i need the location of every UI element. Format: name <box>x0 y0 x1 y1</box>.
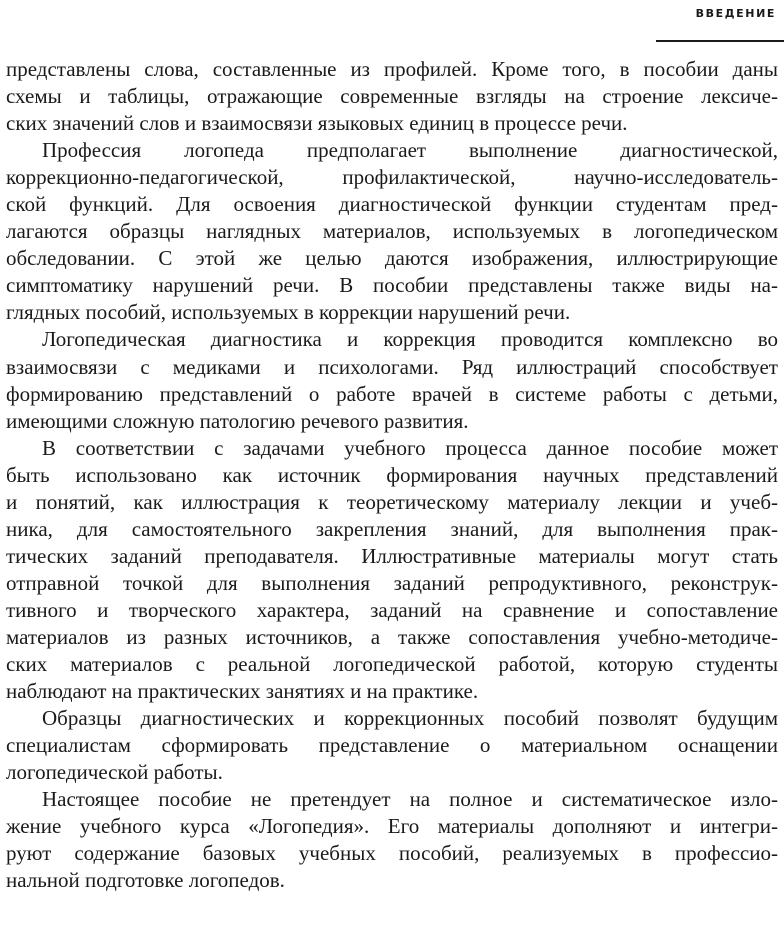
running-head: ВВЕДЕНИЕ <box>695 7 776 20</box>
text-line: наблюдают на практических занятиях и на практике. <box>6 679 479 704</box>
text-line: и понятий, как иллюстрация к теоретическому материалу лекции и учеб- <box>6 489 778 514</box>
text-line: материалов из разных источников, а также сопоставления учебно-методиче- <box>6 624 778 649</box>
text-line: лагаются образцы наглядных материалов, используемых в логопедическом <box>6 219 778 244</box>
text-line: Образцы диагностических и коррекционных пособий позволят будущим <box>42 706 778 731</box>
text-line: имеющими сложную патологию речевого развития. <box>6 408 469 433</box>
text-line: Логопедическая диагностика и коррекция проводится комплексно во <box>42 327 778 352</box>
text-line: тических заданий преподавателя. Иллюстративные материалы могут стать <box>6 543 778 568</box>
text-line: логопедической работы. <box>6 760 223 785</box>
text-line: обследовании. С этой же целью даются изображения, иллюстрирующие <box>6 246 778 271</box>
text-line: симптоматику нарушений речи. В пособии представлены также виды на- <box>6 273 778 298</box>
paragraph <box>6 326 778 434</box>
text-line: взаимосвязи с медиками и психологами. Ряд иллюстраций способствует <box>6 354 778 379</box>
text-line: ских материалов с реальной логопедической работой, которую студенты <box>6 652 778 677</box>
text-line: тивного и творческого характера, заданий на сравнение и сопоставление <box>6 597 778 622</box>
text-line: руют содержание базовых учебных пособий, реализуемых в профессио- <box>6 841 778 866</box>
paragraph <box>6 137 778 326</box>
body-text <box>6 56 778 894</box>
text-line: быть использовано как источник формирования научных представлений <box>6 462 778 487</box>
text-line: представлены слова, составленные из профилей. Кроме того, в пособии даны <box>6 57 778 81</box>
paragraph <box>6 56 778 137</box>
text-line: жение учебного курса «Логопедия». Его материалы дополняют и интегри- <box>6 814 778 839</box>
header-rule <box>656 40 784 42</box>
text-line: схемы и таблицы, отражающие современные взгляды на строение лексиче- <box>6 84 778 109</box>
text-line: нальной подготовке логопедов. <box>6 868 285 893</box>
text-line: специалистам сформировать представление о материальном оснащении <box>6 733 778 758</box>
text-line: ника, для самостоятельного закрепления знаний, для выполнения прак- <box>6 516 778 541</box>
paragraph <box>6 705 778 786</box>
text-line: В соответствии с задачами учебного процесса данное пособие может <box>42 435 778 460</box>
text-line: ской функций. Для освоения диагностической функции студентам пред- <box>6 192 778 217</box>
text-line: ских значений слов и взаимосвязи языковых единиц в процессе речи. <box>6 111 628 136</box>
text-line: отправной точкой для выполнения заданий репродуктивного, реконструк- <box>6 570 778 595</box>
text-line: глядных пособий, используемых в коррекции нарушений речи. <box>6 300 571 325</box>
paragraph <box>6 435 778 705</box>
text-line: Профессия логопеда предполагает выполнение диагностической, <box>42 138 778 163</box>
text-line: Настоящее пособие не претендует на полное и систематическое изло- <box>42 787 778 812</box>
text-line: формированию представлений о работе врачей в системе работы с детьми, <box>6 381 778 406</box>
text-line: коррекционно-педагогической, профилактической, научно-исследователь- <box>6 165 778 190</box>
paragraph <box>6 786 778 894</box>
